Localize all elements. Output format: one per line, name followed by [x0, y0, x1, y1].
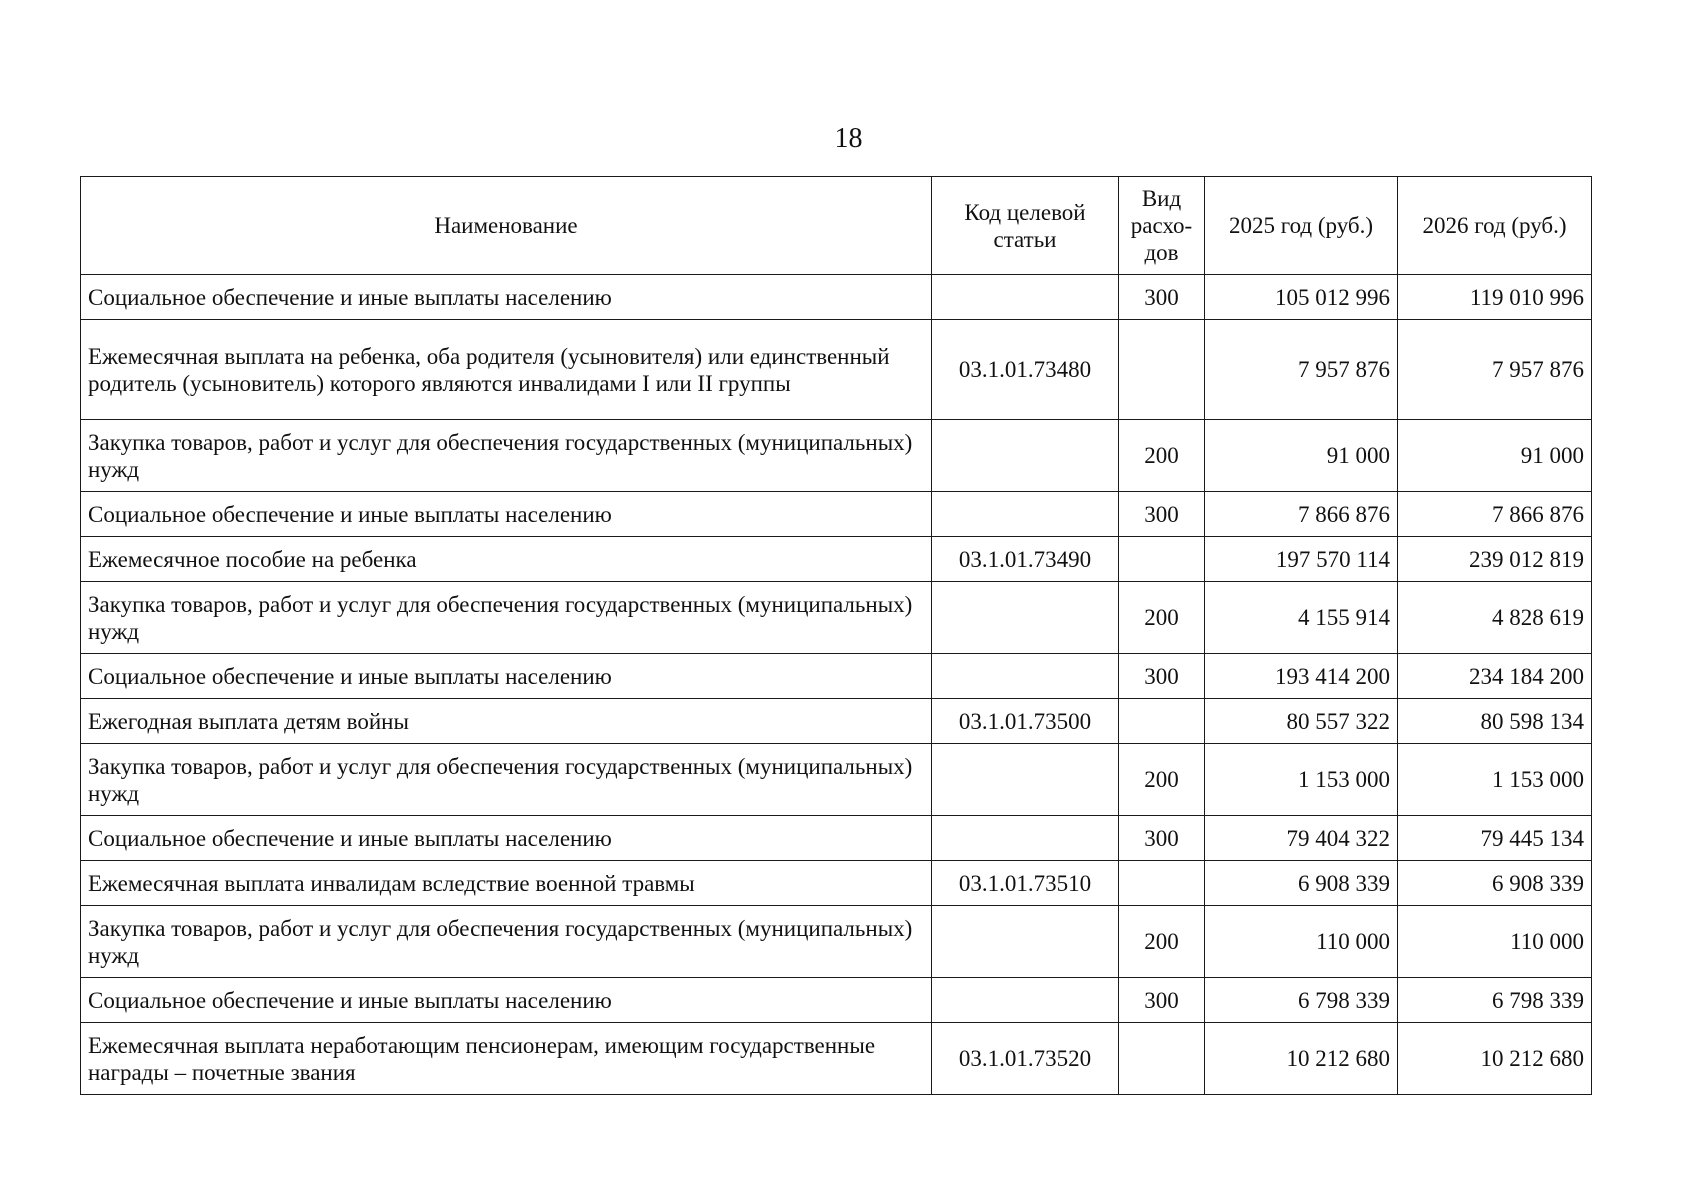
row-2026: 91 000	[1398, 420, 1592, 492]
row-2026: 80 598 134	[1398, 699, 1592, 744]
row-2026: 7 957 876	[1398, 320, 1592, 420]
table-row	[81, 320, 1592, 420]
header-name: Наименование	[81, 177, 932, 275]
row-type	[1119, 1023, 1205, 1095]
row-type	[1119, 699, 1205, 744]
table-row	[81, 699, 1592, 744]
row-2025: 91 000	[1205, 420, 1398, 492]
table-header	[81, 177, 1592, 275]
row-2025: 4 155 914	[1205, 582, 1398, 654]
row-2025: 6 798 339	[1205, 978, 1398, 1023]
row-2025: 79 404 322	[1205, 816, 1398, 861]
row-2026: 239 012 819	[1398, 537, 1592, 582]
row-name: Ежегодная выплата детям войны	[81, 699, 932, 744]
header-2025: 2025 год (руб.)	[1205, 177, 1398, 275]
table-row	[81, 420, 1592, 492]
row-type	[1119, 861, 1205, 906]
table-row	[81, 537, 1592, 582]
row-type: 200	[1119, 744, 1205, 816]
row-code: 03.1.01.73490	[932, 537, 1119, 582]
header-code: Код целевой статьи	[932, 177, 1119, 275]
table-row	[81, 582, 1592, 654]
row-code	[932, 816, 1119, 861]
row-type	[1119, 320, 1205, 420]
row-code	[932, 275, 1119, 320]
row-2025: 7 957 876	[1205, 320, 1398, 420]
row-code	[932, 744, 1119, 816]
row-name: Ежемесячная выплата неработающим пенсионерам, имеющим государственные награды – почетные звания	[81, 1023, 932, 1095]
row-type: 200	[1119, 420, 1205, 492]
row-2026: 10 212 680	[1398, 1023, 1592, 1095]
row-code	[932, 420, 1119, 492]
budget-table	[80, 176, 1592, 1095]
table-row	[81, 978, 1592, 1023]
row-2025: 7 866 876	[1205, 492, 1398, 537]
row-name: Социальное обеспечение и иные выплаты населению	[81, 275, 932, 320]
row-code: 03.1.01.73500	[932, 699, 1119, 744]
table-row	[81, 492, 1592, 537]
row-2026: 1 153 000	[1398, 744, 1592, 816]
header-2026: 2026 год (руб.)	[1398, 177, 1592, 275]
header-row	[81, 177, 1592, 275]
row-code: 03.1.01.73520	[932, 1023, 1119, 1095]
row-2025: 105 012 996	[1205, 275, 1398, 320]
row-2026: 110 000	[1398, 906, 1592, 978]
row-2026: 79 445 134	[1398, 816, 1592, 861]
row-2026: 7 866 876	[1398, 492, 1592, 537]
table-row	[81, 744, 1592, 816]
row-2025: 80 557 322	[1205, 699, 1398, 744]
budget-table-container	[80, 176, 1591, 1095]
row-name: Ежемесячное пособие на ребенка	[81, 537, 932, 582]
row-name: Закупка товаров, работ и услуг для обеспечения государственных (муниципальных) нужд	[81, 420, 932, 492]
row-2026: 4 828 619	[1398, 582, 1592, 654]
row-name: Социальное обеспечение и иные выплаты населению	[81, 492, 932, 537]
row-2025: 193 414 200	[1205, 654, 1398, 699]
table-row	[81, 1023, 1592, 1095]
row-name: Закупка товаров, работ и услуг для обеспечения государственных (муниципальных) нужд	[81, 906, 932, 978]
row-code: 03.1.01.73480	[932, 320, 1119, 420]
row-2025: 6 908 339	[1205, 861, 1398, 906]
row-2025: 10 212 680	[1205, 1023, 1398, 1095]
row-name: Закупка товаров, работ и услуг для обеспечения государственных (муниципальных) нужд	[81, 582, 932, 654]
row-name: Социальное обеспечение и иные выплаты населению	[81, 978, 932, 1023]
row-type	[1119, 537, 1205, 582]
row-code	[932, 492, 1119, 537]
table-row	[81, 861, 1592, 906]
row-type: 200	[1119, 906, 1205, 978]
row-code	[932, 582, 1119, 654]
row-type: 300	[1119, 654, 1205, 699]
row-2026: 6 798 339	[1398, 978, 1592, 1023]
row-code: 03.1.01.73510	[932, 861, 1119, 906]
row-name: Ежемесячная выплата на ребенка, оба родителя (усыновителя) или единственный родитель (усыновитель) которого являются инвалидами I или II группы	[81, 320, 932, 420]
table-row	[81, 654, 1592, 699]
row-code	[932, 654, 1119, 699]
row-code	[932, 906, 1119, 978]
row-type: 300	[1119, 816, 1205, 861]
row-2026: 119 010 996	[1398, 275, 1592, 320]
table-row	[81, 275, 1592, 320]
row-2025: 1 153 000	[1205, 744, 1398, 816]
table-row	[81, 906, 1592, 978]
row-type: 300	[1119, 275, 1205, 320]
row-2026: 234 184 200	[1398, 654, 1592, 699]
row-name: Ежемесячная выплата инвалидам вследствие военной травмы	[81, 861, 932, 906]
row-2025: 110 000	[1205, 906, 1398, 978]
row-type: 300	[1119, 492, 1205, 537]
row-name: Социальное обеспечение и иные выплаты населению	[81, 654, 932, 699]
table-row	[81, 816, 1592, 861]
header-type: Вид расхо-дов	[1119, 177, 1205, 275]
table-body	[81, 275, 1592, 1095]
row-type: 200	[1119, 582, 1205, 654]
row-name: Социальное обеспечение и иные выплаты населению	[81, 816, 932, 861]
row-code	[932, 978, 1119, 1023]
row-2025: 197 570 114	[1205, 537, 1398, 582]
row-2026: 6 908 339	[1398, 861, 1592, 906]
row-type: 300	[1119, 978, 1205, 1023]
page-number: 18	[834, 123, 863, 154]
row-name: Закупка товаров, работ и услуг для обеспечения государственных (муниципальных) нужд	[81, 744, 932, 816]
